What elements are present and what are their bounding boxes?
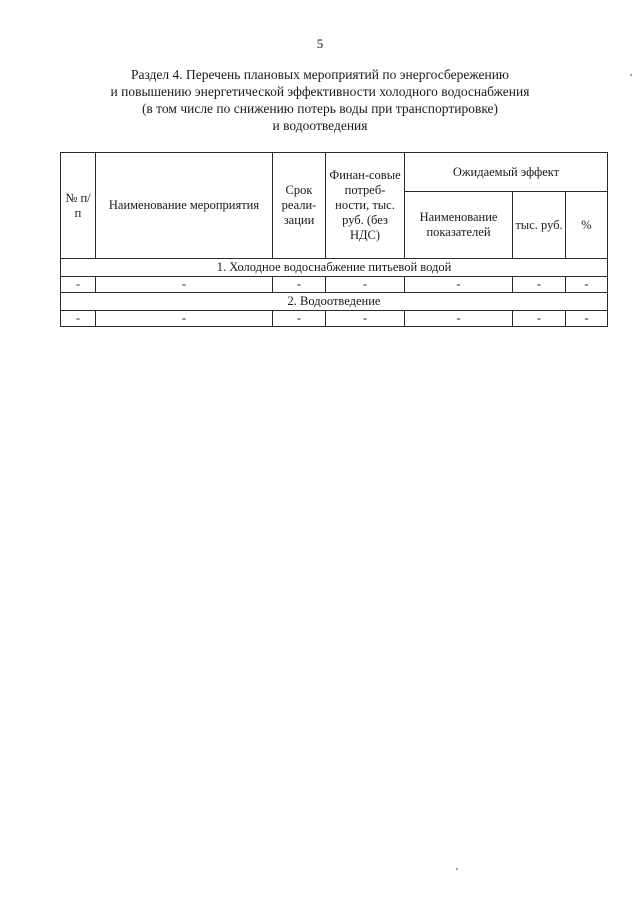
- measures-table: [60, 152, 608, 327]
- section-row-water: [61, 259, 608, 277]
- cell-percent: -: [566, 277, 608, 293]
- cell-indicator: -: [405, 277, 513, 293]
- scan-speck: [630, 74, 632, 76]
- cell-thousand-rub: -: [513, 277, 566, 293]
- header-term: Срок реали-зации: [273, 153, 326, 259]
- title-line-2: и повышению энергетической эффективности холодного водоснабжения: [110, 84, 530, 99]
- header-indicator: Наименование показателей: [405, 192, 513, 259]
- cell-indicator: -: [405, 311, 513, 327]
- cell-finance: -: [326, 277, 405, 293]
- section-title-sewage: 2. Водоотведение: [61, 293, 608, 311]
- header-thousand-rub: тыс. руб.: [513, 192, 566, 259]
- cell-num: -: [61, 311, 96, 327]
- cell-name: -: [96, 277, 273, 293]
- cell-name: -: [96, 311, 273, 327]
- header-percent: %: [566, 192, 608, 259]
- cell-term: -: [273, 311, 326, 327]
- page-number: 5: [316, 36, 324, 51]
- cell-percent: -: [566, 311, 608, 327]
- table-row: [61, 311, 608, 327]
- section-row-sewage: [61, 293, 608, 311]
- cell-num: -: [61, 277, 96, 293]
- section-title-water: 1. Холодное водоснабжение питьевой водой: [61, 259, 608, 277]
- table-row: [61, 277, 608, 293]
- title-line-3: (в том числе по снижению потерь воды при транспортировке): [141, 101, 499, 116]
- title-line-1: Раздел 4. Перечень плановых мероприятий по энергосбережению: [130, 67, 510, 82]
- section-title: [60, 66, 580, 134]
- header-effect: Ожидаемый эффект: [405, 153, 608, 192]
- title-line-4: и водоотведения: [272, 118, 368, 133]
- cell-term: -: [273, 277, 326, 293]
- header-finance: Финан-совые потреб-ности, тыс. руб. (без НДС): [326, 153, 405, 259]
- header-num: № п/п: [61, 153, 96, 259]
- cell-finance: -: [326, 311, 405, 327]
- scan-speck: [456, 868, 458, 870]
- cell-thousand-rub: -: [513, 311, 566, 327]
- header-name: Наименование мероприятия: [96, 153, 273, 259]
- header-row: [61, 153, 608, 192]
